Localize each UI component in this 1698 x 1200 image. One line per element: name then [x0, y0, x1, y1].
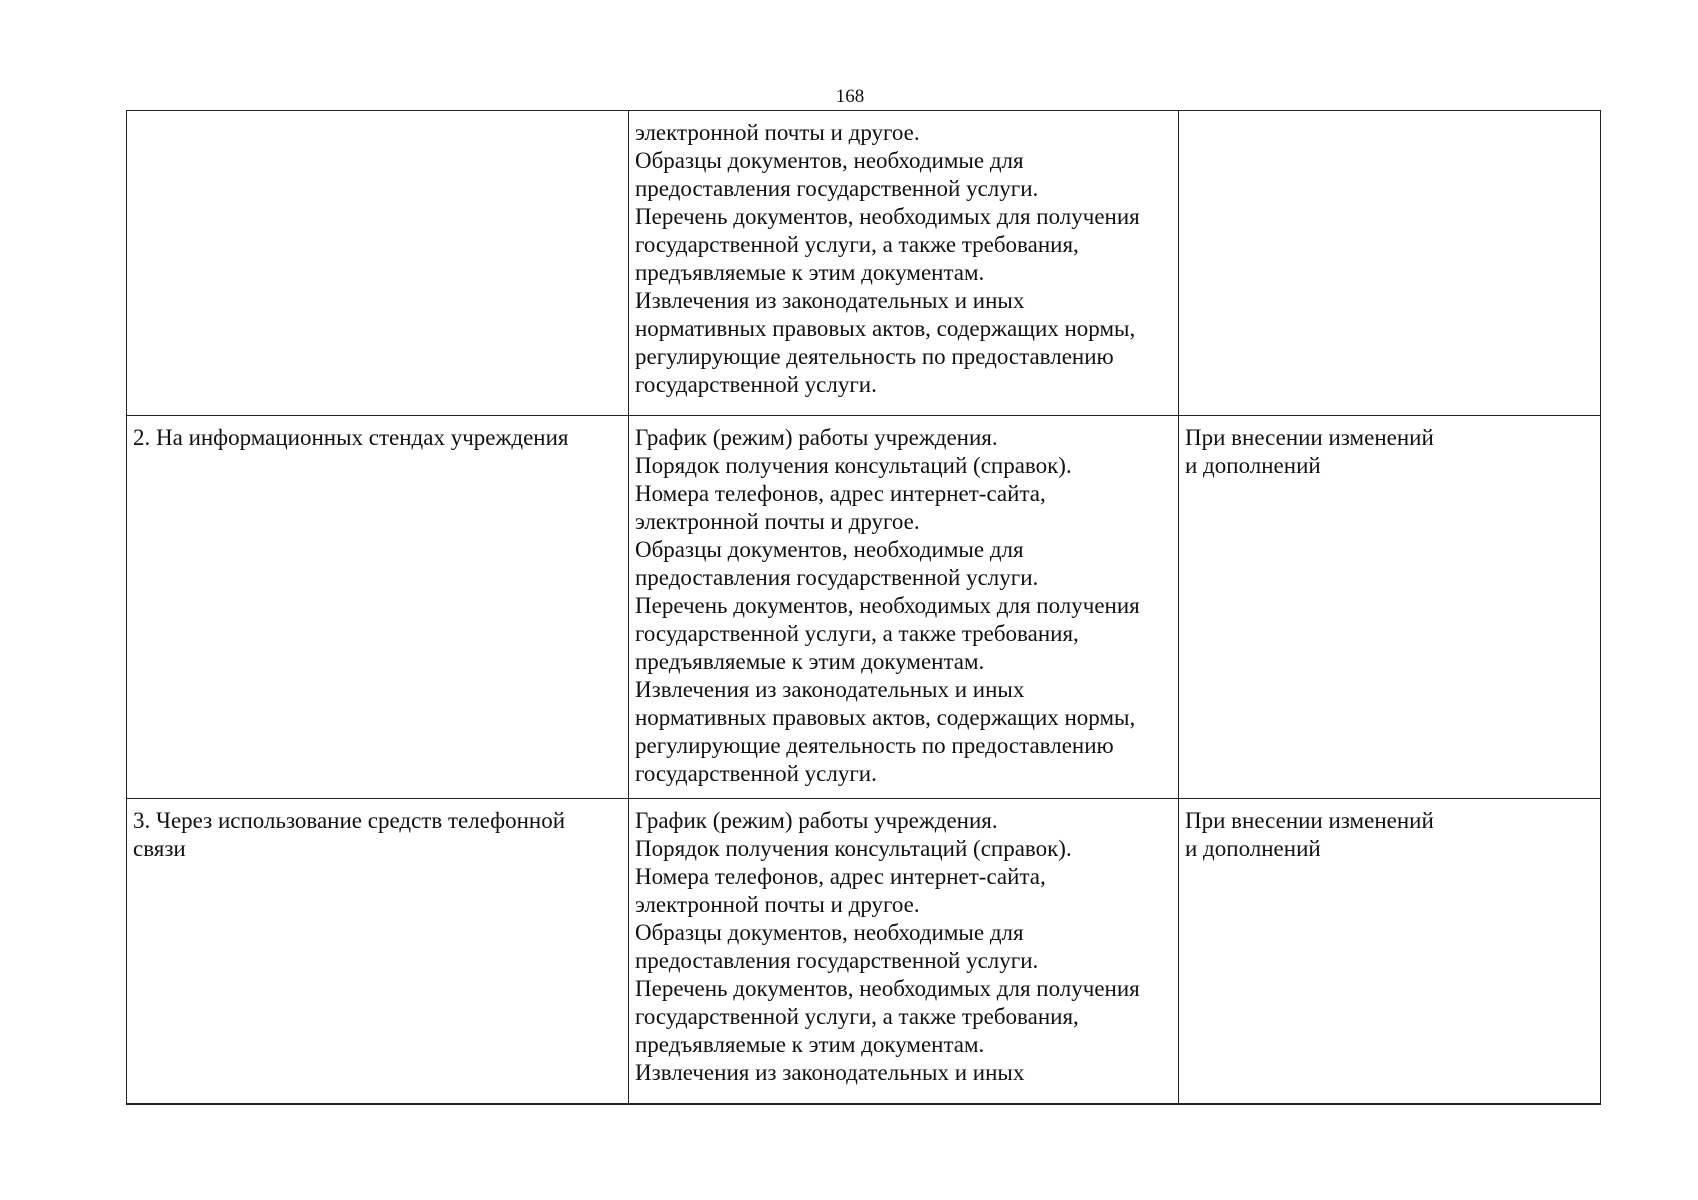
update-line: При внесении изменений [1185, 425, 1434, 450]
table-row [127, 799, 1601, 1105]
content-cell [629, 111, 1179, 416]
table-row [127, 111, 1601, 416]
content-line: Перечень документов, необходимых для получения [635, 976, 1140, 1001]
content-line: Порядок получения консультаций (справок). [635, 836, 1072, 861]
page-number: 168 [835, 86, 865, 107]
update-cell [1179, 799, 1601, 1105]
method-line: связи [133, 836, 186, 861]
update-line: и дополнений [1185, 453, 1321, 478]
method-cell [127, 111, 629, 416]
content-line: государственной услуги. [635, 372, 877, 397]
content-cell [629, 799, 1179, 1105]
content-line: регулирующие деятельность по предоставлению [635, 733, 1114, 758]
content-line: государственной услуги, а также требования, [635, 1004, 1079, 1029]
content-line: График (режим) работы учреждения. [635, 808, 998, 833]
content-line: Перечень документов, необходимых для получения [635, 593, 1140, 618]
content-line: предоставления государственной услуги. [635, 948, 1039, 973]
update-line: и дополнений [1185, 836, 1321, 861]
content-line: Образцы документов, необходимые для [635, 148, 1024, 173]
update-cell [1179, 416, 1601, 799]
content-line: Извлечения из законодательных и иных [635, 1060, 1025, 1085]
content-line: государственной услуги. [635, 761, 877, 786]
method-text: 2. На информационных стендах учреждения [133, 425, 569, 450]
method-cell [127, 799, 629, 1105]
content-line: предоставления государственной услуги. [635, 176, 1039, 201]
update-cell [1179, 111, 1601, 416]
update-line: При внесении изменений [1185, 808, 1434, 833]
content-line: предъявляемые к этим документам. [635, 1032, 985, 1057]
content-line: электронной почты и другое. [635, 509, 920, 534]
method-cell [127, 416, 629, 799]
content-line: электронной почты и другое. [635, 892, 920, 917]
content-line: Перечень документов, необходимых для получения [635, 204, 1140, 229]
content-line: нормативных правовых актов, содержащих нормы, [635, 705, 1136, 730]
content-line: Порядок получения консультаций (справок). [635, 453, 1072, 478]
table-row [127, 416, 1601, 799]
information-table [126, 110, 1601, 1105]
content-line: Извлечения из законодательных и иных [635, 288, 1025, 313]
content-line: электронной почты и другое. [635, 120, 920, 145]
content-line: регулирующие деятельность по предоставлению [635, 344, 1114, 369]
method-line: 3. Через использование средств телефонной [133, 808, 566, 833]
content-line: государственной услуги, а также требования, [635, 232, 1079, 257]
content-line: предъявляемые к этим документам. [635, 260, 985, 285]
content-line: предъявляемые к этим документам. [635, 649, 985, 674]
content-line: Образцы документов, необходимые для [635, 920, 1024, 945]
content-line: Извлечения из законодательных и иных [635, 677, 1025, 702]
content-line: предоставления государственной услуги. [635, 565, 1039, 590]
content-cell [629, 416, 1179, 799]
content-line: График (режим) работы учреждения. [635, 425, 998, 450]
content-line: Номера телефонов, адрес интернет-сайта, [635, 864, 1046, 889]
content-line: Образцы документов, необходимые для [635, 537, 1024, 562]
content-line: нормативных правовых актов, содержащих нормы, [635, 316, 1136, 341]
content-line: Номера телефонов, адрес интернет-сайта, [635, 481, 1046, 506]
content-line: государственной услуги, а также требования, [635, 621, 1079, 646]
